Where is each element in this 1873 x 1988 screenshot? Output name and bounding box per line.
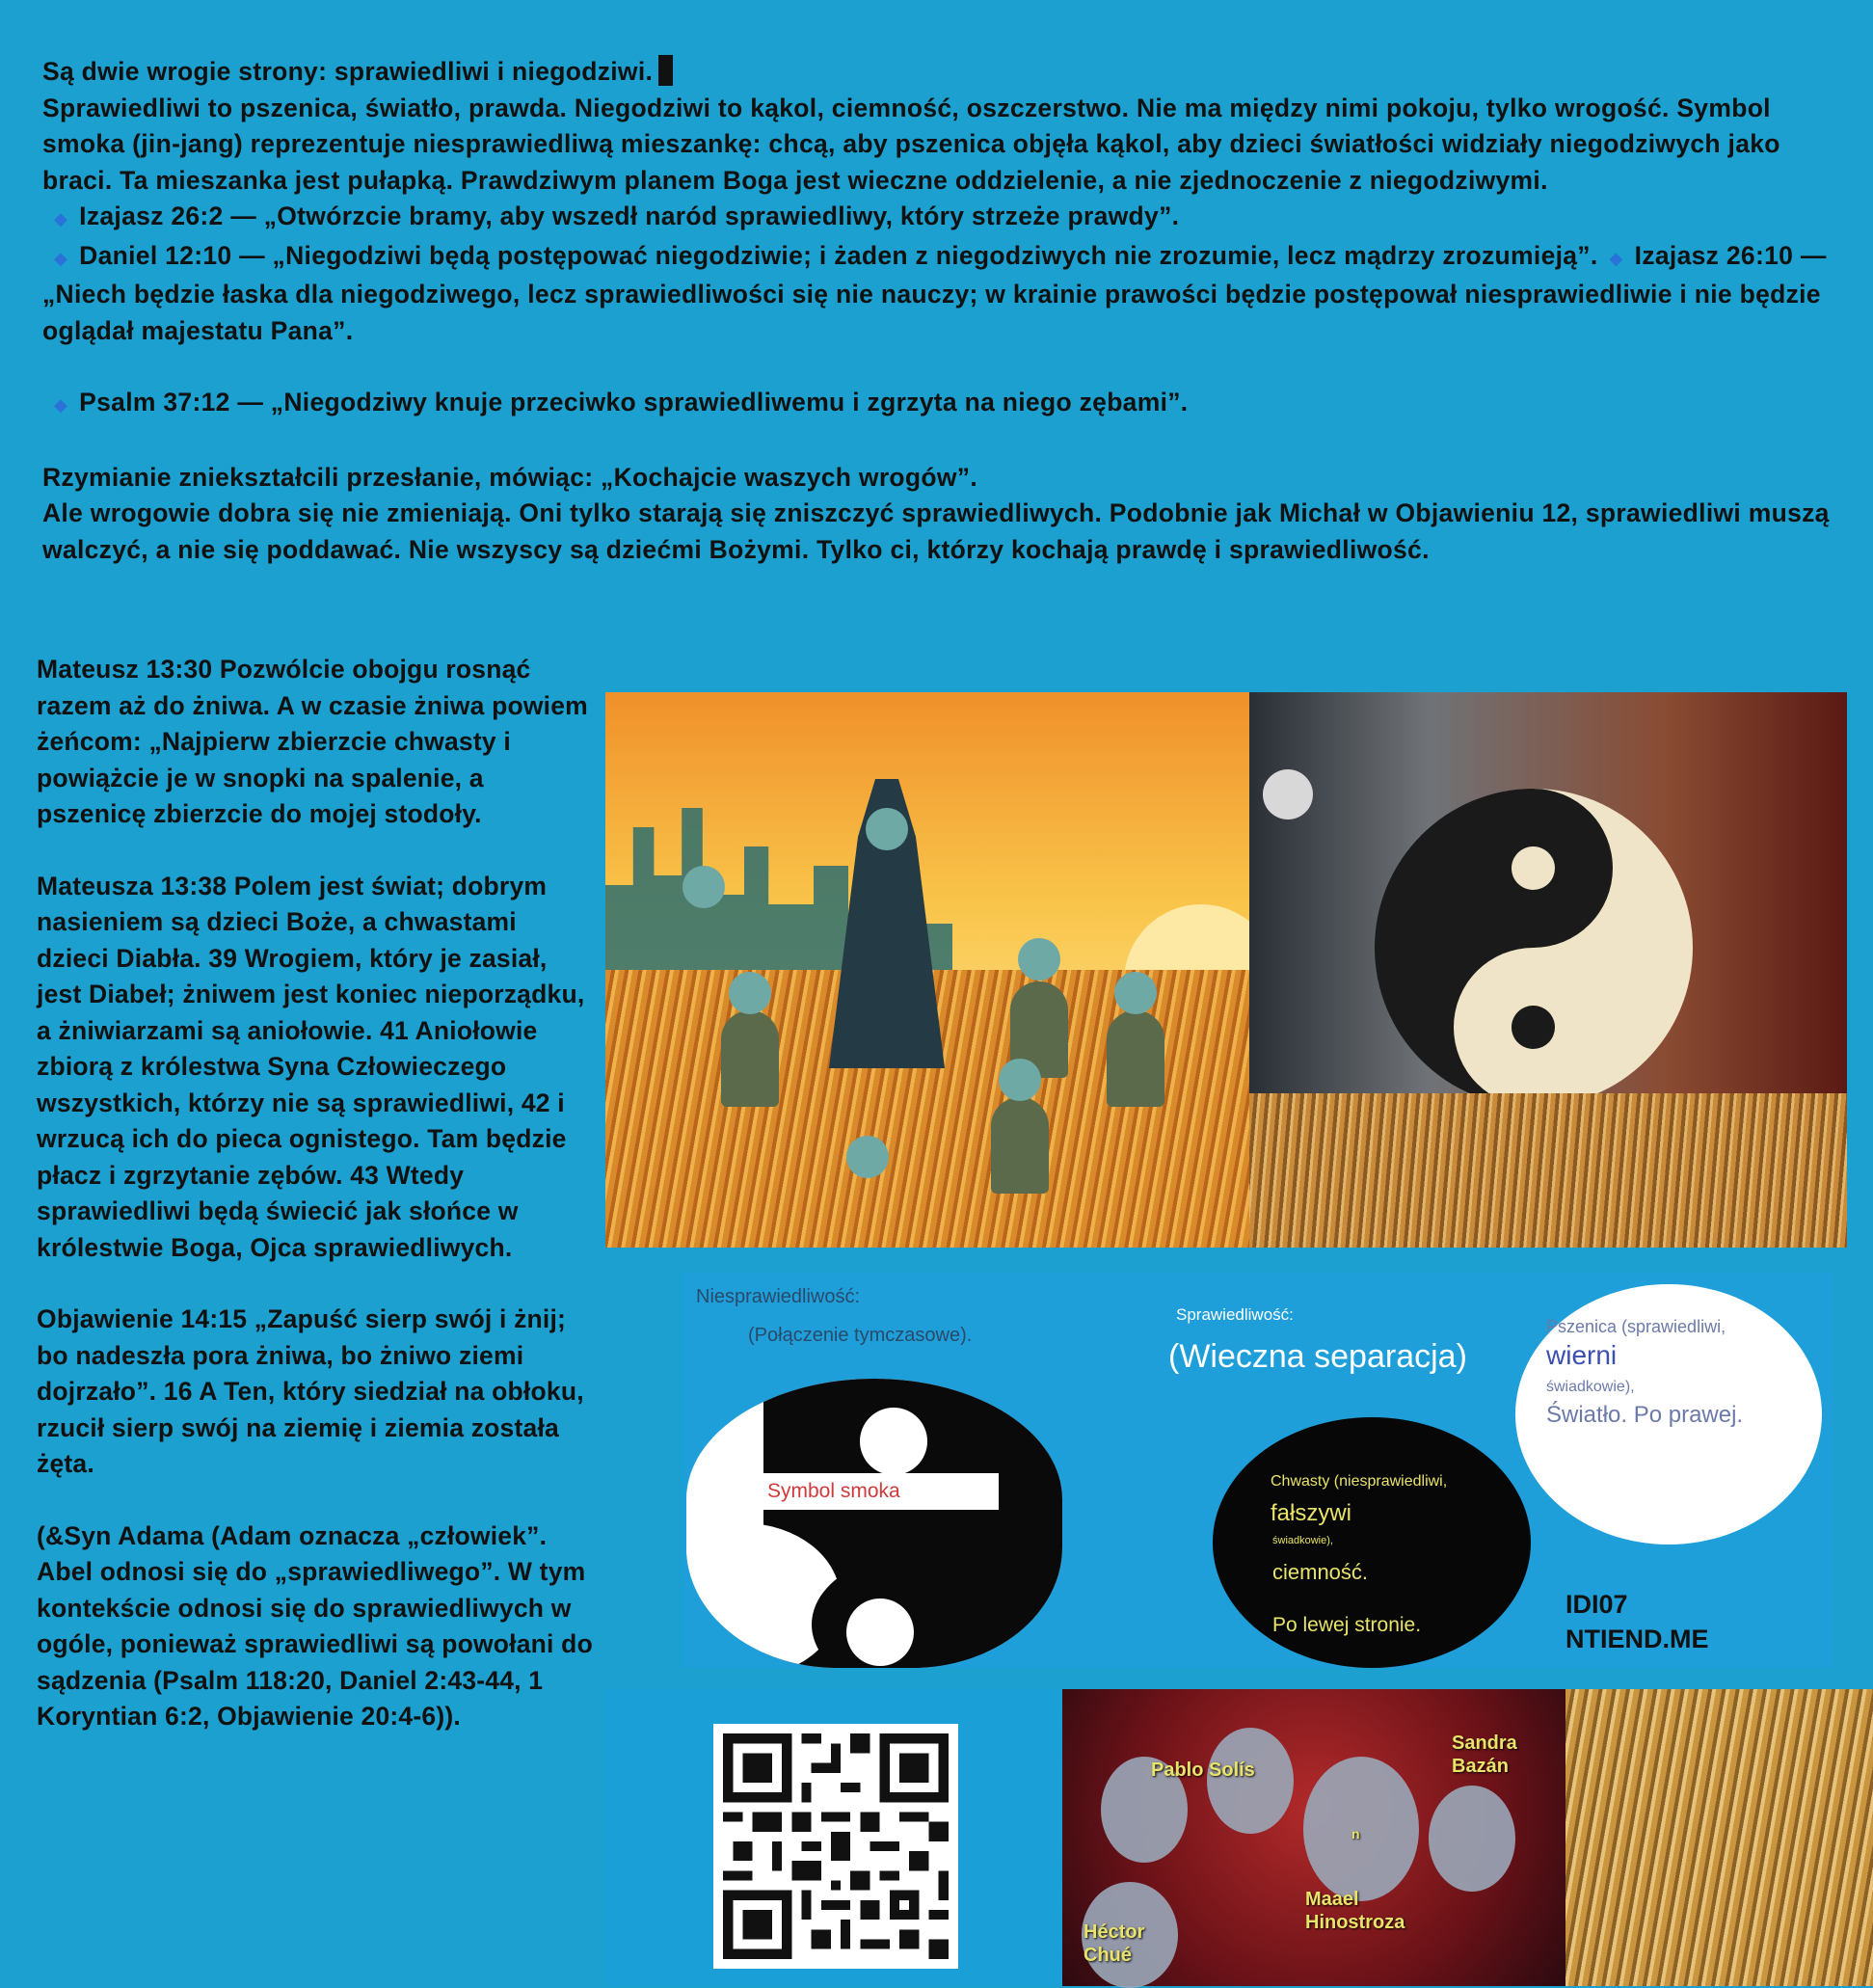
text-cursor-icon	[658, 55, 673, 86]
left-column-text	[37, 652, 596, 1735]
objawienie-14-15: Objawienie 14:15 „Zapuść sierp swój i żnij; bo nadeszła pora żniwa, bo żniwo ziemi dojrzało”. 16 A Ten, który siedział na obłoku, rzucił sierp swój na ziemię i ziemia została żęta.	[37, 1304, 584, 1478]
name-label: Sandra Bazán	[1452, 1733, 1517, 1777]
name-label: n	[1351, 1826, 1360, 1841]
bullet-izajasz-26-2: Izajasz 26:2 — „Otwórzcie bramy, aby wszedł naród sprawiedliwy, który strzeże prawdy”.	[79, 201, 1180, 230]
zombie-harvest-image	[605, 692, 1249, 1248]
intro-line1: Są dwie wrogie strony: sprawiedliwi i niegodziwi.	[42, 57, 654, 86]
bullet-izajasz-26-10: Izajasz 26:10 — „Niech będzie łaska dla niegodziwego, lecz sprawiedliwości się nie nauczy; w krainie prawości będzie postępował niesprawiedliwie i nie będzie oglądał majestatu Pana”.	[42, 240, 1827, 345]
wheat-image	[1565, 1689, 1873, 1986]
wheat-label: Pszenica (sprawiedliwi,	[1546, 1317, 1726, 1336]
eternal-separation-label: (Wieczna separacja)	[1168, 1338, 1467, 1375]
mateusz-13-30: Mateusz 13:30 Pozwólcie obojgu rosnąć razem aż do żniwa. A w czasie żniwa powiem żeńcom: „Najpierw zbierzcie chwasty i powiążcie je w snopki na spalenie, a pszenicę zbierzcie do mojej stodoły.	[37, 655, 588, 828]
syn-adama: (&Syn Adama (Adam oznacza „człowiek”. Abel odnosi się do „sprawiedliwego”. W tym kontekście odnosi się do sprawiedliwych w ogóle, ponieważ sprawiedliwi są powołani do sądzenia (Psalm 118:20, Daniel 2:43-44, 1 Koryntian 6:2, Objawienie 20:4-6)).	[37, 1520, 593, 1731]
yin-yang-wheat-image	[1249, 692, 1847, 1248]
justice-label: Sprawiedliwość:	[1176, 1305, 1294, 1324]
yin-yang-icon	[686, 1379, 1062, 1668]
name-label: Pablo Solís	[1151, 1760, 1255, 1781]
witnesses-label: świadkowie),	[1546, 1379, 1635, 1395]
darkness-label: ciemność.	[1272, 1560, 1369, 1584]
bullet-daniel-12-10: Daniel 12:10 — „Niegodziwi będą postępować niegodziwie; i żaden z niegodziwych nie zrozumie, lecz mądrzy zrozumieją”.	[79, 240, 1598, 270]
diamond-bullet-icon: ◆	[54, 395, 68, 415]
diamond-bullet-icon: ◆	[54, 248, 68, 268]
witnesses-label: świadkowie),	[1272, 1535, 1333, 1546]
bullet-psalm-37-12: Psalm 37:12 — „Niegodziwy knuje przeciwko sprawiedliwemu i zgrzyta na niego zębami”.	[79, 388, 1189, 416]
qr-panel	[605, 1689, 1062, 1986]
faithful-label: wierni	[1546, 1340, 1618, 1370]
name-label: Héctor Chué	[1084, 1921, 1145, 1966]
weeds-label: Chwasty (niesprawiedliwi,	[1271, 1473, 1448, 1490]
separation-diagram	[681, 1273, 1833, 1668]
light-right-label: Światło. Po prawej.	[1546, 1402, 1744, 1428]
website-line1: IDI07	[1565, 1590, 1628, 1619]
qr-code-icon[interactable]	[713, 1724, 958, 1969]
injustice-label: Niesprawiedliwość:	[696, 1286, 861, 1307]
intro-text	[42, 54, 1835, 568]
temporary-union-label: (Połączenie tymczasowe).	[748, 1325, 973, 1346]
mateusza-13-38: Mateusza 13:38 Polem jest świat; dobrym nasieniem są dzieci Boże, a chwastami dzieci Diabła. 39 Wrogiem, który je zasiał, jest Diabeł; żniwem jest koniec nieporządku, a żniwiarzami są aniołowie. 41 Aniołowie zbiorą z królestwa Syna Człowieczego wszystkich, którzy nie są sprawiedliwi, 42 i wrzucą ich do pieca ognistego. Tam będzie płacz i zgrzytanie zębów. 43 Wtedy sprawiedliwi będą świecić jak słońce w królestwie Boga, Ojca sprawiedliwych.	[37, 871, 585, 1262]
enemies-paragraph: Ale wrogowie dobra się nie zmieniają. Oni tylko starają się zniszczyć sprawiedliwych. Podobnie jak Michał w Objawieniu 12, sprawiedliwi muszą walczyć, a nie się poddawać. Nie wszyscy są dziećmi Bożymi. Tylko ci, którzy kochają prawdę i sprawiedliwość.	[42, 498, 1830, 564]
yin-yang-icon	[1375, 789, 1693, 1107]
diamond-bullet-icon: ◆	[1609, 248, 1623, 268]
intro-paragraph: Sprawiedliwi to pszenica, światło, prawda. Niegodziwi to kąkol, ciemność, oszczerstwo. Nie ma między nimi pokoju, tylko wrogość. Symbol smoka (jin-jang) reprezentuje niesprawiedliwą mieszankę: chcą, aby pszenica objęła kąkol, aby dzieci światłości widziały niegodziwych jako braci. Ta mieszanka jest pułapką. Prawdziwym planem Boga jest wieczne oddzielenie, a nie zjednoczenie z niegodziwymi.	[42, 93, 1780, 195]
diamond-bullet-icon: ◆	[54, 209, 68, 228]
website-line2: NTIEND.ME	[1565, 1625, 1709, 1653]
false-label: fałszywi	[1271, 1500, 1352, 1526]
crowd-image	[1062, 1689, 1565, 1986]
website-label	[1565, 1587, 1709, 1656]
left-side-label: Po lewej stronie.	[1272, 1614, 1422, 1636]
romans-line: Rzymianie zniekształcili przesłanie, mówiąc: „Kochajcie waszych wrogów”.	[42, 462, 978, 492]
name-label: Maael Hinostroza	[1305, 1889, 1405, 1933]
dragon-symbol-label: Symbol smoka	[756, 1473, 999, 1510]
